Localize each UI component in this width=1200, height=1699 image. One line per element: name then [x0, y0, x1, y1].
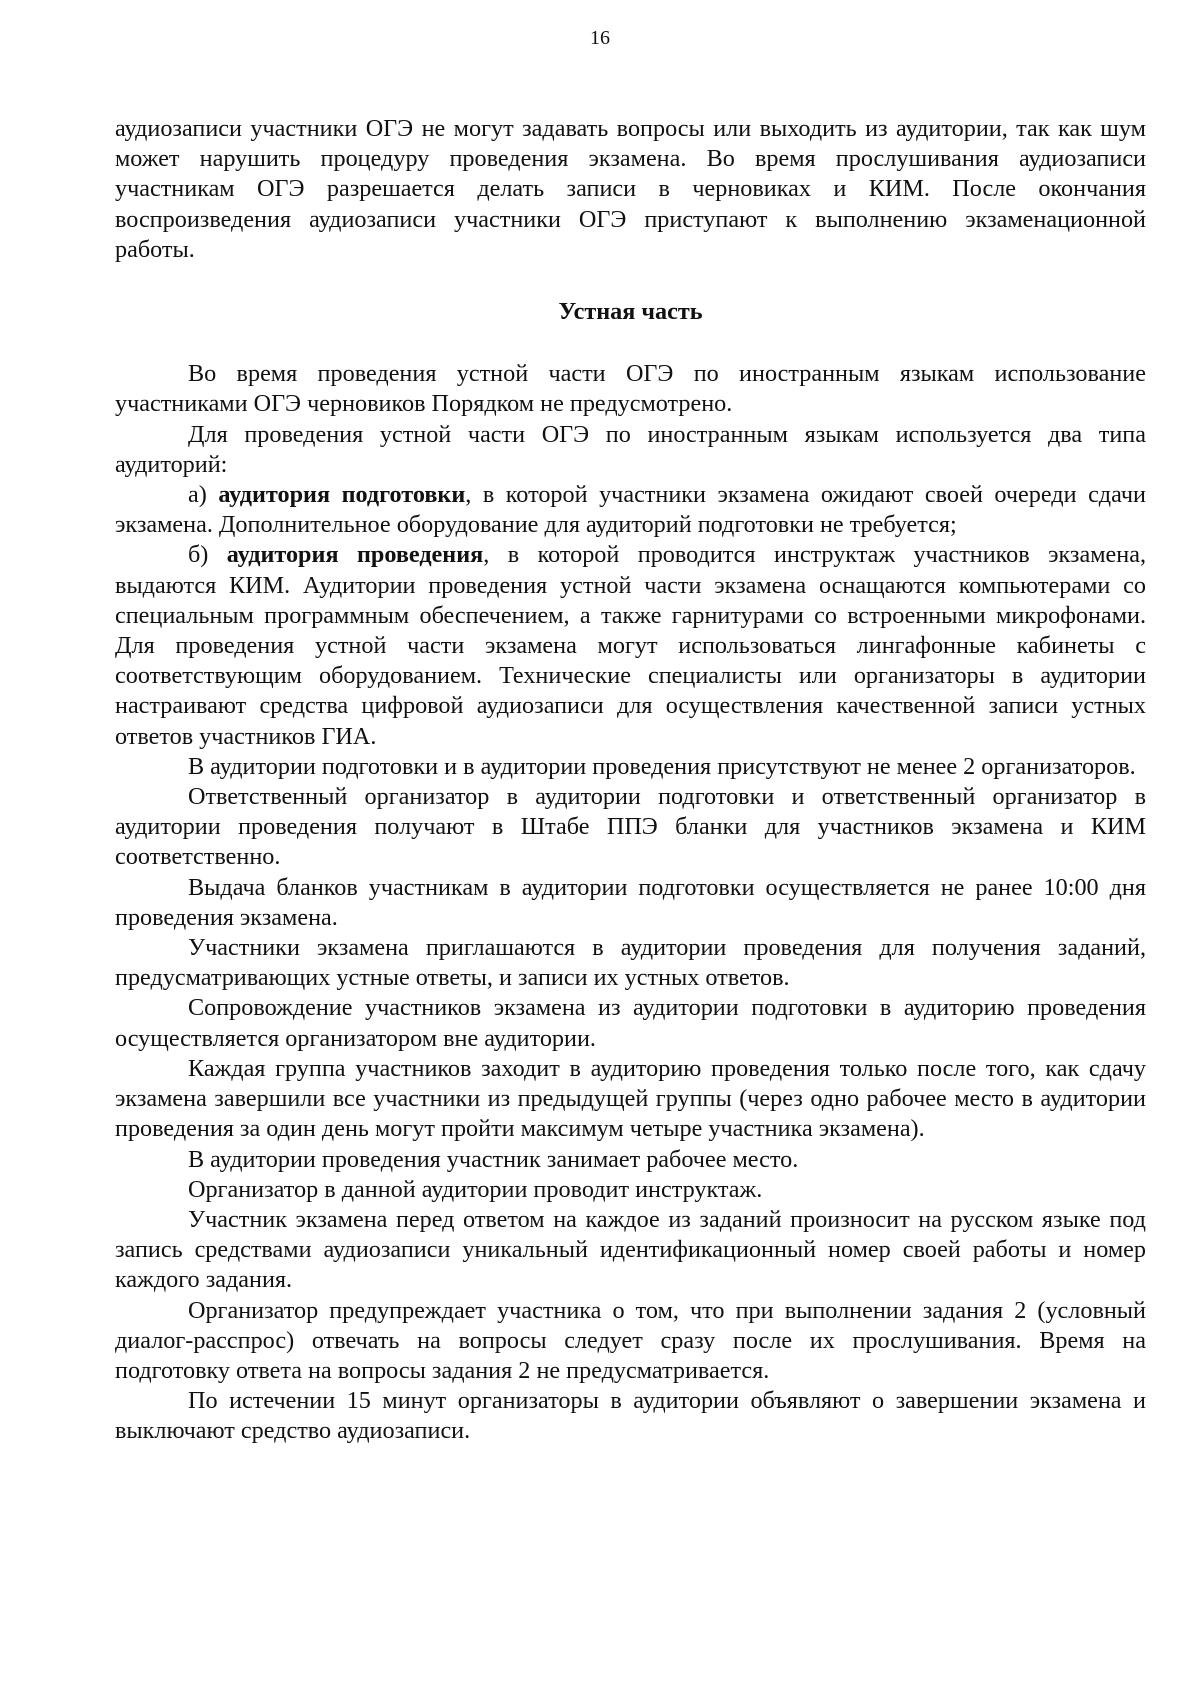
- list-marker: б): [188, 541, 227, 569]
- list-item-text: , в которой участники экзамена ожидают своей очереди сдачи экзамена. Дополнительное оборудование для аудиторий подготовки не требуется;: [115, 481, 1146, 539]
- paragraph: По истечении 15 минут организаторы в аудитории объявляют о завершении экзамена и выключают средство аудиозаписи.: [115, 1387, 1146, 1445]
- paragraph: В аудитории проведения участник занимает рабочее место.: [188, 1145, 799, 1173]
- page-number: 16: [590, 27, 610, 49]
- paragraph: Для проведения устной части ОГЭ по иностранным языкам используется два типа аудиторий:: [115, 420, 1146, 478]
- paragraph: В аудитории подготовки и в аудитории проведения присутствуют не менее 2 организаторов.: [188, 752, 1136, 780]
- list-item-exam-room: [115, 540, 1146, 751]
- paragraph: Сопровождение участников экзамена из аудитории подготовки в аудиторию проведения осуществляется организатором вне аудитории.: [115, 994, 1146, 1052]
- section-heading: Устная часть: [558, 298, 703, 326]
- paragraph: Выдача бланков участникам в аудитории подготовки осуществляется не ранее 10:00 дня проведения экзамена.: [115, 873, 1146, 931]
- paragraph: Каждая группа участников заходит в аудиторию проведения только после того, как сдачу экзамена завершили все участники из предыдущей группы (через одно рабочее место в аудитории проведения за один день могут пройти максимум четыре участника экзамена).: [115, 1054, 1146, 1143]
- paragraph: Ответственный организатор в аудитории подготовки и ответственный организатор в аудитории проведения получают в Штабе ППЭ бланки для участников экзамена и КИМ соответственно.: [115, 783, 1146, 871]
- paragraph: Участники экзамена приглашаются в аудитории проведения для получения заданий, предусматривающих устные ответы, и записи их устных ответов.: [115, 934, 1146, 992]
- paragraph: Во время проведения устной части ОГЭ по иностранным языкам использование участниками ОГЭ черновиков Порядком не предусмотрено.: [115, 360, 1146, 418]
- list-item-preparation-room: [115, 480, 1146, 540]
- intro-paragraph: аудиозаписи участники ОГЭ не могут задавать вопросы или выходить из аудитории, так как шум может нарушить процедуру проведения экзамена. Во время прослушивания аудиозаписи участникам ОГЭ разрешается делать записи в черновиках и КИМ. После окончания воспроизведения аудиозаписи участники ОГЭ приступают к выполнению экзаменационной работы.: [115, 115, 1146, 263]
- list-marker: а): [188, 481, 219, 509]
- document-body: [115, 114, 1146, 1447]
- list-item-text: , в которой проводится инструктаж участников экзамена, выдаются КИМ. Аудитории проведения устной части экзамена оснащаются компьютерами со специальным программным обеспечением, а также гарнитурами со встроенными микрофонами. Для проведения устной части экзамена могут использоваться лингафонные кабинеты с соответствующим оборудованием. Технические специалисты или организаторы в аудитории настраивают средства цифровой аудиозаписи для осуществления качественной записи устных ответов участников ГИА.: [115, 541, 1146, 750]
- term-preparation-room: аудитория подготовки: [218, 481, 466, 509]
- term-exam-room: аудитория проведения: [226, 541, 484, 569]
- paragraph: Организатор в данной аудитории проводит инструктаж.: [188, 1175, 763, 1203]
- paragraph: Организатор предупреждает участника о том, что при выполнении задания 2 (условный диалог-расспрос) отвечать на вопросы следует сразу после их прослушивания. Время на подготовку ответа на вопросы задания 2 не предусматривается.: [115, 1296, 1146, 1384]
- paragraph: Участник экзамена перед ответом на каждое из заданий произносит на русском языке под запись средствами аудиозаписи уникальный идентификационный номер своей работы и номер каждого задания.: [115, 1205, 1146, 1294]
